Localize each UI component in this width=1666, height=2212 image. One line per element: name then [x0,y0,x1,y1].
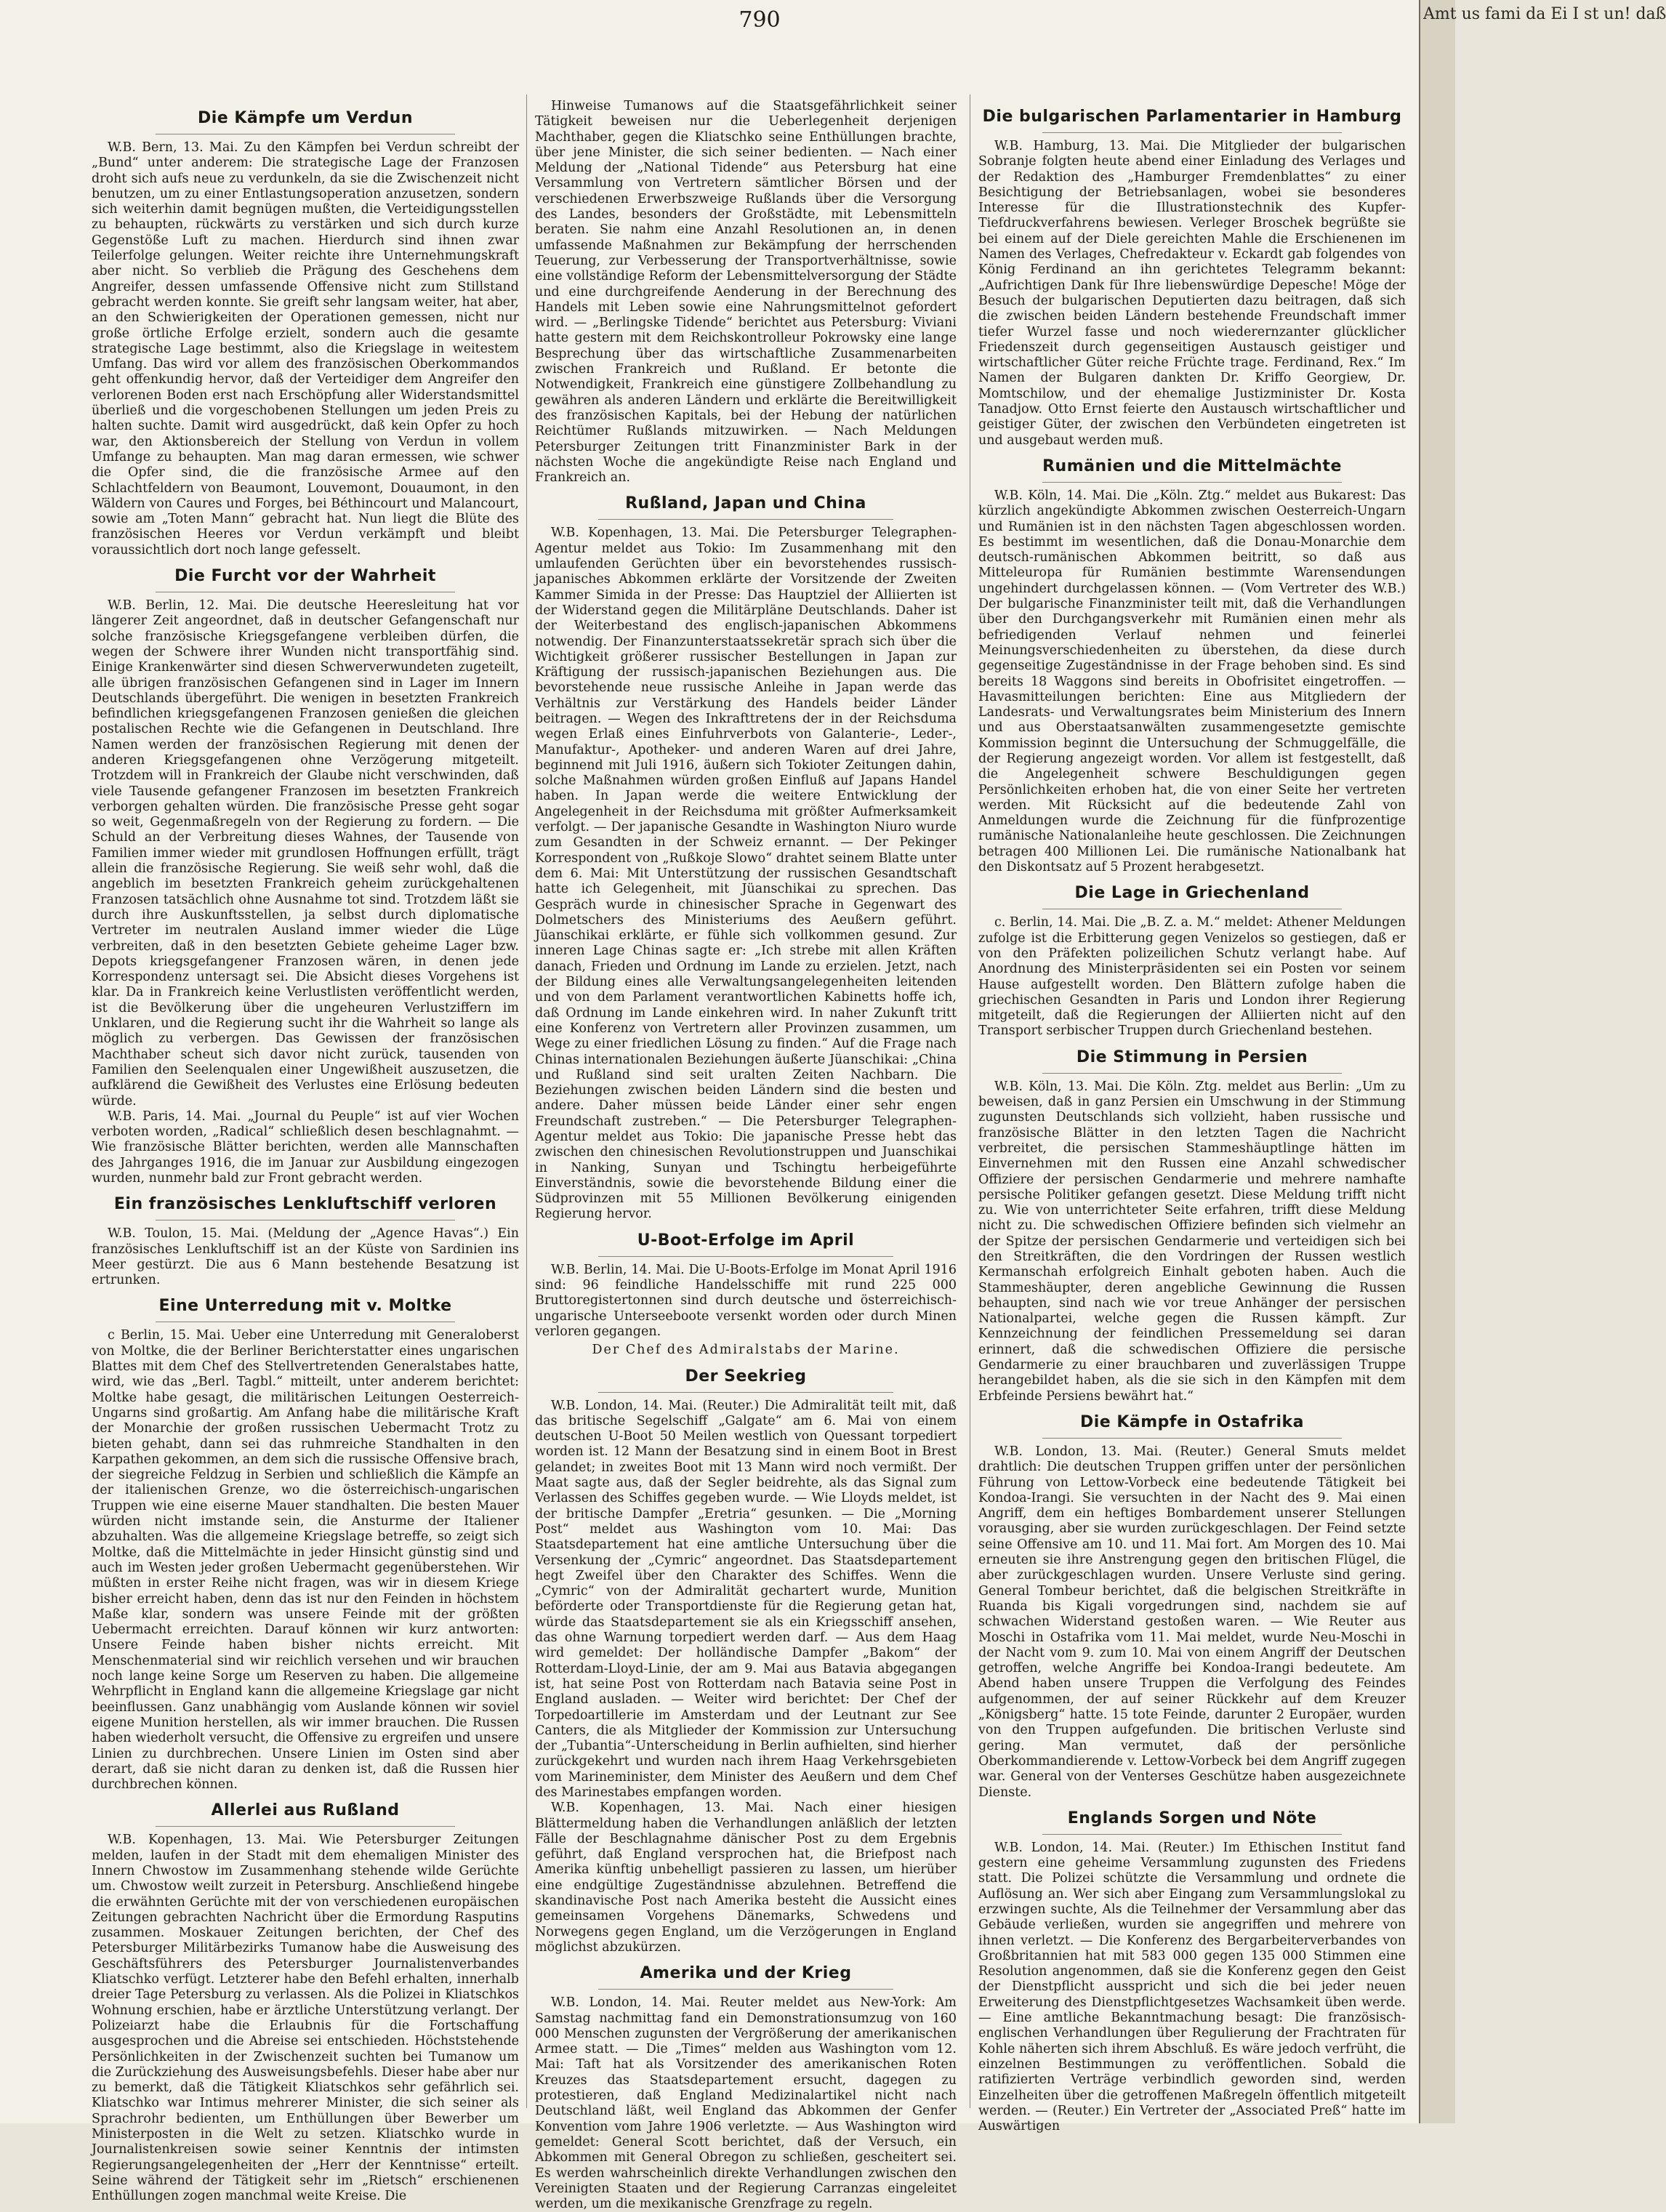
article-paragraph: Hinweise Tumanows auf die Staatsgefährlichkeit seiner Tätigkeit beweisen nur die Ueberlegenheit derjenigen Machthaber, gegen die Kliatschko seine Enthüllungen brachte, über jene Minister, die sich seiner bedienten. — Nach einer Meldung der „National Tidende“ aus Petersburg hat eine Versammlung von Vertretern sämtlicher Börsen und der verschiedenen Erwerbszweige Rußlands über die Versorgung des Landes, besonders der Großstädte, mit Lebensmitteln beraten. Sie nahm eine Anzahl Resolutionen an, in denen umfassende Maßnahmen zur Bekämpfung der herrschenden Teuerung, zur Verbesserung der Transportverhältnisse, sowie eine vollständige Reform der Lebensmittelversorgung der Städte und eine durchgreifende Aenderung in der Berechnung des Handels mit Leben sowie eine Nahrungsmittelnot gefordert wird. — „Berlingske Tidende“ berichtet aus Petersburg: Viviani hatte gestern mit dem Reichskontrolleur Pokrowsky eine lange Besprechung über das wirtschaftliche Zusammenarbeiten zwischen Frankreich und Rußland. Er betonte die Notwendigkeit, Frankreich eine günstigere Zollbehandlung zu gewähren als anderen Ländern und erklärte die Bereitwilligkeit des französischen Kapitals, bei der Hebung der natürlichen Reichtümer Rußlands mitzuwirken. — Nach Meldungen Petersburger Zeitungen tritt Finanzminister Bark in der nächsten Woche die angekündigte Reise nach England und Frankreich an. [535,99,957,486]
article-headline: Amerika und der Krieg [640,1964,852,1983]
article [535,1230,957,1359]
article-paragraph: c. Berlin, 14. Mai. Die „B. Z. a. M.“ meldet: Athener Meldungen zufolge ist die Erbitterung gegen Venizelos so gestiegen, daß er von den Präfekten polizeilichen Schutz verlangt habe. Auf Anordnung des Ministerpräsidenten sei ein Posten vor seinem Hause aufgestellt worden. Den Blättern zufolge haben die griechischen Gesandten in Paris und London ihrer Regierung mitgeteilt, daß die Regierungen der Alliierten nicht auf den Transport serbischer Truppen durch Griechenland bestehen. [978,915,1406,1039]
article-paragraph: c Berlin, 15. Mai. Ueber eine Unterredung mit Generaloberst von Moltke, die der Berliner Berichterstatter eines ungarischen Blattes mit dem Chef des Stellvertretenden Generalstabes hatte, wird, wie das „Berl. Tagbl.“ mitteilt, unter anderem berichtet: Moltke habe gesagt, die militärischen Leitungen Oesterreich-Ungarns sind großartig. Am Anfang habe die militärische Kraft der Monarchie der großen russischen Uebermacht Trotz zu bieten gehabt, dann sei das ruhmreiche Standhalten in den Karpathen gekommen, an dem sich die russische Offensive brach, der siegreiche Feldzug in Serbien und schließlich die Kämpfe an der italienischen Grenze, wo die österreichisch-ungarischen Truppen wie eine eiserne Mauer standhalten. Die besten Mauer würden nicht imstande sein, die Ansturme der Italiener abzuhalten. Was die allgemeine Kriegslage betreffe, so zeigt sich Moltke, daß die Mittelmächte in jeder Hinsicht günstig sind und auch im Westen jeder großen Uebermacht gegenüberstehen. Wir müßten in erster Reihe nicht fragen, was wir in diesem Kriege bisher erreicht haben, denn das ist nur den Feinden in höchstem Maße klar, sondern was unsere Feinde mit der größten Uebermacht erreichten. Darauf können wir kurz antworten: Unsere Feinde haben bisher nichts erreicht. Mit Menschenmaterial sind wir reichlich versehen und wir brauchen noch lange keine Sorge um Reserven zu haben. Die allgemeine Wehrpflicht in England kann die allgemeine Kriegslage gar nicht beeinflussen. Ganz unabhängig vom Auslande können wir soviel eigene Munition herstellen, als wir immer brauchen. Die Russen haben wiederholt versucht, die Offensive zu ergreifen und unsere Linien zu durchbrechen. Unsere Linien im Osten sind aber derart, daß sie nicht daran zu denken ist, daß die Russen hier durchbrechen können. [92,1328,519,1793]
article [978,456,1406,875]
article-paragraph: W.B. Köln, 13. Mai. Die Köln. Ztg. meldet aus Berlin: „Um zu beweisen, daß in ganz Persien ein Umschwung in der Stimmung zugunsten Deutschlands sich vollzieht, haben russische und französische Blätter in den letzten Tagen die Nachricht verbreitet, die persischen Stammeshäuptlinge hätten im Einvernehmen mit den Russen eine Anzahl schwedischer Offiziere der persischen Gendarmerie und mehrere namhafte persische Politiker gefangen gesetzt. Diese Meldung trifft nicht zu. Wie von unterrichteter Seite erfahren, trifft diese Meldung nicht zu. Die schwedischen Offiziere befinden sich vielmehr an der Spitze der persischen Gendarmerie und verteidigen sich bei den Streitkräften, die den Vordringen der Russen westlich Kermanschah erfolgreich Einhalt geboten haben. Auch die Stammeshäupter, deren angebliche Gewinnung die Russen behaupten, sind nach wie vor treue Anhänger der persischen Nationalpartei, welche gegen die Russen kämpft. Zur Kennzeichnung der feindlichen Pressemeldung sei daran erinnert, daß die schwedischen Offiziere die persische Gendarmerie zu einer brauchbaren und zuverlässigen Truppe herangebildet haben, als die sie sich in den Kämpfen mit dem Erbfeinde Persiens bewährt hat.“ [978,1079,1406,1404]
article-paragraph: W.B. London, 13. Mai. (Reuter.) General Smuts meldet drahtlich: Die deutschen Truppen griffen unter der persönlichen Führung von Lettow-Vorbeck eine bedeutende Tätigkeit bei Kondoa-Irangi. Sie versuchten in der Nacht des 9. Mai einen Angriff, dem ein heftiges Bombardement unserer Stellungen vorausging, aber sie wurden zurückgeschlagen. Der Feind setzte seine Offensive am 10. und 11. Mai fort. Am Morgen des 10. Mai erneuten sie ihre Anstrengung gegen den britischen Flügel, die aber zurückgeschlagen wurden. Unsere Verluste sind gering. General Tombeur berichtet, daß die belgischen Streitkräfte in Ruanda bis Kigali vorgedrungen sind, nachdem sie auf schwachen Widerstand gestoßen waren. — Wie Reuter aus Moschi in Ostafrika vom 11. Mai meldet, wurde Neu-Moschi in der Nacht vom 9. zum 10. Mai von einem Angriff der Deutschen getroffen, welche Angriffe bei Kondoa-Irangi bedeutete. Am Abend haben unsere Truppen die Verfolgung des Feindes aufgenommen, der auf seiner Rückkehr auf dem Kreuzer „Königsberg“ hatte. 15 tote Feinde, darunter 2 Europäer, wurden von den Truppen aufgefunden. Die britischen Verluste sind gering. Man vermutet, daß der persönliche Oberkommandierende v. Lettow-Vorbeck bei dem Angriff zugegen war. General von der Venterses Geschütze haben ausgezeichnete Dienste. [978,1444,1406,1800]
article-headline: Rußland, Japan und China [625,494,866,513]
page-number: 790 [739,7,781,33]
headline-rule [1042,1073,1342,1074]
article [92,1295,519,1793]
article-paragraph: W.B. Köln, 14. Mai. Die „Köln. Ztg.“ meldet aus Bukarest: Das kürzlich angekündigte Abkommen zwischen Oesterreich-Ungarn und Rumänien ist in den nächsten Tagen abgeschlossen worden. Es bestimmt im wesentlichen, daß die Donau-Monarchie dem deutsch-rumänischen Abkommen beitritt, so daß aus Mitteleuropa für Rumänien bestimmte Warensendungen ungehindert durchgelassen können. — (Vom Vertreter des W.B.) Der bulgarische Finanzminister teilt mit, daß die Verhandlungen über den Durchgangsverkehr mit Rumänien einen mehr als befriedigenden Verlauf nehmen und feinerlei Meinungsverschiedenheiten zu überstehen, da diese durch gegenseitige Zugeständnisse in der Frage behoben sind. Es sind bereits 18 Waggons sind bereits in Obofrisitet eingetroffen. — Havasmitteilungen berichten: Eine aus Mitgliedern der Landesrats- und Verwaltungsrates beim Ministerium des Innern und aus Oberstaatsanwälten zusammengesetzte gemischte Kommission beginnt die Untersuchung der Schmuggelfälle, die der Regierung angezeigt worden. Vor allem ist festgestellt, daß die Angelegenheit schwere Beschuldigungen gegen Persönlichkeiten erhoben hat, die von einer Seite her vertreten werden. Mit Rücksicht auf die bedeutende Zahl von Anmeldungen wurde die Zeichnung für die fünfprozentige rumänische Nationalanleihe heute geschlossen. Die Zeichnungen betragen 400 Millionen Lei. Die rumänische Nationalbank hat den Diskontsatz auf 5 Prozent herabgesetzt. [978,488,1406,875]
article-paragraph: W.B. Toulon, 15. Mai. (Meldung der „Agence Havas“.) Ein französisches Lenkluftschiff ist an der Küste von Sardinien ins Meer gestürzt. Die aus 6 Mann bestehende Besatzung ist ertrunken. [92,1226,519,1288]
article-headline: Ein französisches Lenkluftschiff verloren [113,1195,497,1214]
article [978,1412,1406,1801]
article-headline: Der Seekrieg [685,1367,807,1385]
article-paragraph: W.B. Kopenhagen, 13. Mai. Wie Petersburger Zeitungen melden, laufen in der Stadt mit dem ehemaligen Minister des Innern Chwostow im Zusammenhang stehende wilde Gerüchte um. Chwostow weilt zurzeit in Petersburg. Anschließend hingebe die erwähnten Gerüchte mit der von verschiedenen europäischen Zeitungen gebrachten Nachricht über die Ermordung Rasputins zusammen. Moskauer Zeitungen berichten, der Chef des Petersburger Militärbezirks Tumanow habe die Ausweisung des Geschäftsführers des Petersburger Journalistenverbandes Kliatschko verfügt. Letzterer habe den Befehl erhalten, innerhalb dreier Tage Petersburg zu verlassen. Als die Polizei in Kliatschkos Wohnung erschien, habe er ärztliche Unterstützung verlangt. Der Polizeiarzt habe die Erlaubnis für die Fortschaffung ausgesprochen und die Abreise sei entschieden. Höchststehende Persönlichkeiten in der Zwischenzeit suchten bei Tumanow um die Zurückziehung des Ausweisungsbefehls. Dieser habe aber nur zu bemerkt, daß die Tätigkeit Kliatschkos sehr gefährlich sei. Kliatschko war Intimus mehrerer Minister, die sich seiner als Sprachrohr bedienten, um Enthüllungen über Bewerber um Ministerposten in die Welt zu setzen. Kliatschko wurde in Journalistenkreisen sowie seiner Kenntnis der intimsten Regierungsangelegenheiten der „Herr der Kenntnisse“ erteilt. Seine während der Tätigkeit sehr im „Rietsch“ erschienenen Enthüllungen zogen manchmal weite Kreise. Die [92,1833,519,2204]
headline-rule [598,519,893,520]
column-3 [978,99,1406,2134]
article-paragraph: W.B. London, 14. Mai. Reuter meldet aus New-York: Am Samstag nachmittag fand ein Demonstrationsumzug von 160 000 Menschen zugunsten der Vergrößerung der amerikanischen Armee statt. — Die „Times“ melden aus Washington vom 12. Mai: Taft hat als Vorsitzender des amerikanischen Roten Kreuzes das Staatsdepartement ersucht, dagegen zu protestieren, daß England Medizinalartikel nicht nach Deutschland läßt, weil England das Abkommen der Genfer Konvention vom Jahre 1906 verletzte. — Aus Washington wird gemeldet: General Scott berichtet, daß der Versuch, ein Abkommen mit General Obregon zu schließen, gescheitert sei. Es werden wahrscheinlich direkte Verhandlungen zwischen den Vereinigten Staaten und der Regierung Carranzas eingeleitet werden, um die mexikanische Grenzfrage zu regeln. [535,1995,957,2212]
article-headline: Die Kämpfe in Ostafrika [1079,1412,1305,1431]
headline-rule [1042,482,1342,483]
headline-rule [598,1392,893,1393]
article [535,99,957,486]
headline-rule [1042,1834,1342,1835]
article [978,106,1406,449]
headline-rule [598,1256,893,1257]
article-paragraph: W.B. Kopenhagen, 13. Mai. Nach einer hiesigen Blättermeldung haben die Verhandlungen anläßlich der letzten Fälle der Beschlagnahme dänischer Post zu dem Ergebnis geführt, daß England versprochen hat, die Briefpost nach Amerika künftig unbehelligt passieren zu lassen, um hierüber eine endgültige Zugeständnisse abzulehnen. Betreffend die skandinavische Post nach Amerika besteht die Aussicht eines gemeinsamen Vorgehens Dänemarks, Schwedens und Norwegens gegen England, um die Verzögerungen in England möglichst abzukürzen. [535,1801,957,1955]
article [978,1808,1406,2135]
headline-rule [1042,1438,1342,1439]
article-headline: Rumänien und die Mittelmächte [1042,457,1342,475]
article-paragraph: W.B. London, 14. Mai. (Reuter.) Die Admiralität teilt mit, daß das britische Segelschiff „Galgate“ am 6. Mai von einem deutschen U-Boot 50 Meilen westlich von Quessant torpediert worden ist. 12 Mann der Besatzung sind in einem Boot in Brest gelandet; in zweites Boot mit 13 Mann wird noch vermißt. Der Maat sagte aus, daß der Segler beidrehte, als das Signal zum Verlassen des Schiffes gegeben wurde. — Wie Lloyds meldet, ist der britische Dampfer „Eretria“ gesunken. — Die „Morning Post“ meldet aus Washington vom 10. Mai: Das Staatsdepartement hat eine amtliche Untersuchung über die Versenkung der „Cymric“ angeordnet. Das Staatsdepartement hegt Zweifel über den Charakter des Schiffes. Wenn die „Cymric“ von der Admiralität gechartert wurde, Munition beförderte oder Transportdienste für die Regierung getan hat, würde das Staatsdepartement sie als ein Kriegsschiff ansehen, das ohne Warnung torpediert werden darf. — Aus dem Haag wird gemeldet: Der holländische Dampfer „Bakom“ der Rotterdam-Lloyd-Linie, der am 9. Mai aus Batavia abgegangen ist, hat seine Post von Rotterdam nach Batavia seine Post in England ausladen. — Weiter wird berichtet: Der Chef der Torpedoartillerie im Amsterdam und der Leutnant zur See Canters, die als Mitglieder der Kommission zur Untersuchung der „Tubantia“-Unterscheidung in Berlin aufhielten, sind hierher zurückgekehrt und wurden nach ihrem Haag Verkehrsgebieten vom Marineminister, dem Minister des Aeußern und dem Chef des Marinestabes empfangen worden. [535,1398,957,1800]
article-headline: Die Furcht vor der Wahrheit [174,567,436,586]
article-headline: Die bulgarischen Parlamentarier in Hamburg [982,108,1402,126]
next-page-edge [1419,0,1666,2123]
article-headline: Eine Unterredung mit v. Moltke [158,1297,452,1316]
article-paragraph: W.B. Bern, 13. Mai. Zu den Kämpfen bei Verdun schreibt der „Bund“ unter anderem: Die strategische Lage der Franzosen droht sich aufs neue zu verdunkeln, da sie die Zwischenzeit nicht benutzen, um zu einer Entlastungsoperation anzusetzen, sondern sich weiterhin damit begnügen mußten, die Verteidigungsstellen zu behaupten, rückwärts zu verstärken und sich durch kurze Gegenstöße Luft zu machen. Hierdurch sind ihnen zwar Teilerfolge gelungen. Weiter reichte ihre Unternehmungskraft aber nicht. So verblieb die Prägung des Geschehens dem Angreifer, dessen umfassende Offensive nicht zum Stillstand gebracht werden konnte. Sie greift sehr langsam weiter, hat aber, an den Schwierigkeiten der Operationen gemessen, nicht nur große örtliche Erfolge erzielt, sondern auch die gesamte strategische Lage bestimmt, also die Kriegslage in weitestem Umfang. Das wird vor allem des französischen Oberkommandos geht offenkundig hervor, daß der Verteidiger dem Angreifer den verlorenen Boden erst nach Erschöpfung aller Widerstandsmittel überließ und die vorgeschobenen Stellungen um jeden Preis zu halten suchte. Damit wird ausgedrückt, daß kein Opfer zu hoch war, den Aktionsbereich der Stellung von Verdun in vollem Umfange zu behaupten. Man mag daran ermessen, wie schwer die Opfer sind, die die französische Armee auf den Schlachtfeldern von Beaumont, Louvemont, Douaumont, in den Wäldern von Caures und Forges, bei Béthincourt und Malancourt, sowie am „Toten Mann“ gebracht hat. Nun liegt die Blüte des französischen Heeres vor Verdun verkämpft und bleibt voraussichtlich dort noch lange gefesselt. [92,140,519,558]
column-2 [535,99,957,2212]
article [535,1366,957,1956]
article-headline: Englands Sorgen und Nöte [1067,1809,1317,1827]
article-headline: Die Stimmung in Persien [1076,1047,1308,1066]
headline-rule [156,1826,455,1827]
article-headline: U-Boot-Erfolge im April [637,1231,855,1250]
edge-fragment-text: Amt us fami da Ei I st un! daß [1423,5,1666,23]
article [92,1800,519,2204]
article-paragraph: W.B. Kopenhagen, 13. Mai. Die Petersburger Telegraphen-Agentur meldet aus Tokio: Im Zusammenhang mit den umlaufenden Gerüchten über ein bevorstehendes russisch-japanisches Abkommen erklärte der Vorsitzende der Zweiten Kammer Simida in der Presse: Das Hauptziel der Alliierten ist der Widerstand gegen die Militärpläne Deutschlands. Daher ist der Weiterbestand des englisch-japanischen Abkommens notwendig. Der Finanzunterstaatssekretär sprach sich über die Wichtigkeit größerer russischer Bestellungen in Japan zur Kräftigung der russisch-japanischen Beziehungen aus. Die bevorstehende neue russische Anleihe in Japan werde das Verhältnis zur Verstärkung des Handels beider Länder beitragen. — Wegen des Inkrafttretens der in der Reichsduma wegen Erlaß eines Einfuhrverbots von Galanterie-, Leder-, Manufaktur-, Apotheker- und anderen Waren auf drei Jahre, beginnend mit Juli 1916, äußern sich Tokioter Zeitungen dahin, solche Maßnahmen würden großen Einfluß auf Japans Handel haben. In Japan werde die weitere Entwicklung der Angelegenheit in der Reichsduma mit größter Aufmerksamkeit verfolgt. — Der japanische Gesandte in Washington Niuro wurde zum Gesandten in der Schweiz ernannt. — Der Pekinger Korrespondent von „Rußkoje Slowo“ drahtet seinem Blatte unter dem 6. Mai: Mit Unterstützung der russischen Gesandtschaft hatte ich Gelegenheit, mit Jüanschikai zu sprechen. Das Gespräch wurde in chinesischer Sprache in Gegenwart des Dolmetschers des Ministeriums des Aeußern geführt. Jüanschikai erklärte, er fühle sich vollkommen gesund. Zur inneren Lage Chinas sagte er: „Ich strebe mit allen Kräften danach, Frieden und Ordnung im Lande zu erzielen. Jetzt, nach der Bildung eines alle Verwaltungsangelegenheiten leitenden und von dem Parlament verantwortlichen Kabinetts hoffe ich, daß Ordnung im Lande einkehren wird. In naher Zukunft tritt eine Konferenz von Vertretern aller Provinzen zusammen, um Wege zu einer friedlichen Lösung zu finden.“ Auf die Frage nach Chinas internationalen Beziehungen äußerte Jüanschikai: „China und Rußland sind seit uralten Zeiten Nachbarn. Die Beziehungen zwischen beiden Ländern sind die besten und andere. Daher müssen beide Länder einer sehr engen Freundschaft zustreben.“ — Die Petersburger Telegraphen-Agentur meldet aus Tokio: Die japanische Presse hebt das zwischen den chinesischen Revolutionstruppen und Juanschikai in Nanking, Sunyan und Tschingtu herbeigeführte Einverständnis, sowie die bevorstehende Bildung einer die Südprovinzen mit 55 Millionen Bevölkerung einigenden Regierung hervor. [535,526,957,1222]
article-headline: Allerlei aus Rußland [211,1801,400,1820]
article [978,882,1406,1039]
article-headline: Die Lage in Griechenland [1074,884,1310,903]
headline-rule [598,1989,893,1990]
article [92,108,519,558]
column-divider [526,94,527,2108]
article-signature: Der Chef des Admiralstabs der Marine. [592,1343,900,1358]
article [535,493,957,1222]
article-headline: Die Kämpfe um Verdun [197,109,413,127]
article-paragraph: W.B. Berlin, 14. Mai. Die U-Boots-Erfolge im Monat April 1916 sind: 96 feindliche Handelsschiffe mit rund 225 000 Bruttoregistertonnen sind durch deutsche und österreichisch-ungarische Unterseeboote versenkt worden oder durch Minen verloren gegangen. [535,1262,957,1339]
column-1 [92,100,519,2204]
article [92,1194,519,1288]
article-paragraph: W.B. London, 14. Mai. (Reuter.) Im Ethischen Institut fand gestern eine geheime Versammlung zugunsten des Friedens statt. Die Polizei schützte die Versammlung und ordnete die Auflösung an. Wer sich aber Eingang zum Versammlungslokal zu erzwingen suchte, Als die Teilnehmer der Versammlung aber das Gebäude verließen, wurden sie angegriffen und mehrere von ihnen verletzt. — Die Konferenz des Bergarbeiterverbandes von Großbritannien hat mit 583 000 gegen 135 000 Stimmen eine Resolution angenommen, daß sie die Konferenz gegen den Geist der Dienstpflicht ausspricht und sich die bei jeder neuen Erweiterung des Dienstpflichtgesetzes Wachsamkeit üben werde. — Eine amtliche Bekanntmachung besagt: Die französisch-englischen Verhandlungen über Regulierung der Frachtraten für Kohle näherten sich ihrem Abschluß. Es wäre jedoch verfrüht, die einzelnen Bestimmungen zu veröffentlichen. Sobald die ratifizierten Verträge verbindlich geworden sind, werden Einzelheiten über die getroffenen Maßregeln öffentlich mitgeteilt werden. — (Reuter.) Ein Vertreter der „Associated Preß“ hatte im Auswärtigen [978,1840,1406,2134]
article [978,1047,1406,1404]
article-paragraph: W.B. Hamburg, 13. Mai. Die Mitglieder der bulgarischen Sobranje folgten heute abend einer Einladung des Verlages und der Redaktion des „Hamburger Fremdenblattes“ zu einer Besichtigung der Betriebsanlagen, wobei sie besonderes Interesse für die Illustrationstechnik des Kupfer-Tiefdruckverfahrens bewiesen. Verleger Broschek begrüßte sie bei einem auf der Diele gereichten Mahle die Erschienenen im Namen des Verlages, Chefredakteur v. Eckardt gab folgendes von König Ferdinand an ihn gerichtetes Telegramm bekannt: „Aufrichtigen Dank für Ihre liebenswürdige Depesche! Möge der Besuch der bulgarischen Deputierten dazu beitragen, daß sich die zwischen beiden Ländern bestehende Freundschaft immer tiefer Wurzel fasse und noch wiederernzanter glücklicher Friedenszeit durch gegenseitigen Austausch geistiger und wirtschaftlicher Güter reiche Früchte trage. Ferdinand, Rex.“ Im Namen der Bulgaren dankten Dr. Kriffo Georgiew, Dr. Momtschilow, und der ehemalige Justizminister Dr. Kosta Tanadjow. Otto Ernst feierte den Austausch wirtschaftlicher und geistiger Güter, der zwischen den Verbündeten eingetreten ist und ausgebaut werden muß. [978,139,1406,448]
headline-rule [1042,132,1342,133]
article-paragraph: W.B. Berlin, 12. Mai. Die deutsche Heeresleitung hat vor längerer Zeit angeordnet, daß in deutscher Gefangenschaft nur solche französische Kriegsgefangene verbleiben dürfen, die wegen der Schwere ihrer Wunden nicht transportfähig sind. Einige Krankenwärter sind diesen Schwerverwundeten zugeteilt, alle übrigen französischen Gefangenen sind in Lager im Innern Deutschlands übergeführt. Die wenigen in besetzten Frankreich befindlichen kriegsgefangenen Franzosen genießen die gleichen postalischen Rechte wie die Gefangenen in Deutschland. Ihre Namen werden der französischen Regierung mit denen der anderen Kriegsgefangenen ohne Verzögerung mitgeteilt. Trotzdem will in Frankreich der Glaube nicht verschwinden, daß viele Tausende gefangener Franzosen im besetzten Frankreich verborgen gehalten würden. Die französische Presse geht sogar so weit, Gegenmaßregeln von der Regierung zu fordern. — Die Schuld an der Verbreitung dieses Wahnes, der Tausende von Familien immer wieder mit grundlosen Hoffnungen erfüllt, trägt allein die französische Regierung. Sie weiß sehr wohl, daß die angeblich im besetzten Frankreich geheim zurückgehaltenen Franzosen tatsächlich ohne Ausnahme tot sind. Trotzdem läßt sie durch ihre Auskunftsstellen, ja selbst durch diplomatische Vertreter im neutralen Ausland immer wieder die Lüge verbreiten, daß in den besetzten Gebiete geheime Lager bzw. Depots kriegsgefangener Franzosen wären, in denen jede Korrespondenz untersagt sei. Die Absicht dieses Vorgehens ist klar. Da in Frankreich keine Verlustlisten veröffentlicht werden, ist die Bevölkerung über die ungeheuren Verlustziffern im Unklaren, und die Regierung sucht ihr die Wahrheit so lange als möglich zu verbergen. Das Gewissen der französischen Machthaber scheut sich davor nicht zurück, tausenden von Familien den Seelenqualen einer Ungewißheit auszusetzen, die aufklärend die Gewißheit des Verlustes eine Erlösung bedeuten würde. [92,598,519,1109]
article [92,566,519,1186]
article [535,1963,957,2212]
article-paragraph: W.B. Paris, 14. Mai. „Journal du Peuple“ ist auf vier Wochen verboten worden, „Radical“ schließlich desen beschlagnahmt. — Wie französische Blätter berichten, werden alle Mannschaften des Jahrganges 1916, die im Januar zur Ausbildung eingezogen wurden, nunmehr bald zur Front gebracht werden. [92,1109,519,1186]
